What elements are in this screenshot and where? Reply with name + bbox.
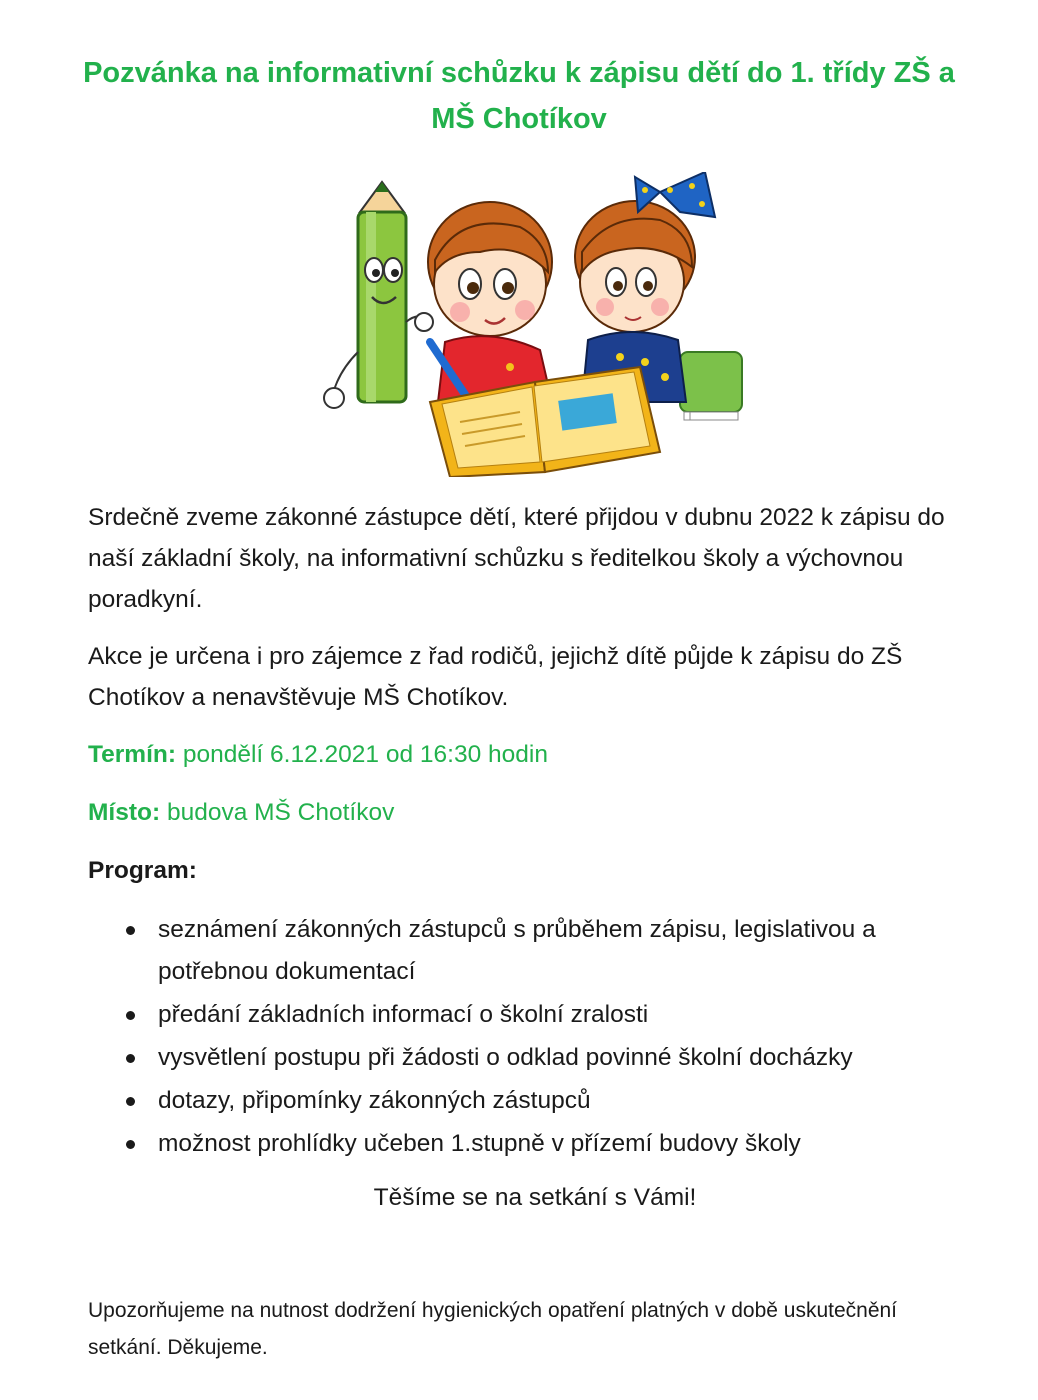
termin-line (88, 735, 548, 775)
list-item-text: dotazy, připomínky zákonných zástupců (158, 1087, 591, 1114)
list-item-text: předání základních informací o školní zralosti (158, 1001, 649, 1028)
termin-value: pondělí 6.12.2021 od 16:30 hodin (182, 741, 548, 768)
children-reading-illustration (320, 172, 750, 477)
misto-label: Místo: (88, 799, 161, 826)
list-item (88, 1123, 988, 1165)
termin-label: Termín: (88, 741, 177, 768)
hygiene-note: Upozorňujeme na nutnost dodržení hygienických opatření platných v době uskutečnění setkání. Děkujeme. (88, 1299, 898, 1359)
boy-icon (428, 202, 552, 402)
list-item-text: vysvětlení postupu při žádosti o odklad povinné školní docházky (158, 1044, 853, 1071)
audience-paragraph: Akce je určena i pro zájemce z řad rodičů, jejichž dítě půjde k zápisu do ZŠ Chotíkov a nenavštěvuje MŠ Chotíkov. (88, 643, 903, 711)
bullet-icon (126, 1011, 135, 1020)
list-item-text: seznámení zákonných zástupců s průběhem zápisu, legislativou a potřebnou dokumentací (158, 916, 876, 985)
list-item-text: možnost prohlídky učeben 1.stupně v přízemí budovy školy (158, 1130, 801, 1157)
pencil-character-icon (324, 182, 433, 408)
list-item (88, 994, 988, 1036)
invitation-paragraph: Srdečně zveme zákonné zástupce dětí, které přijdou v dubnu 2022 k zápisu do naší základní školy, na informativní schůzku s ředitelkou školy a výchovnou poradkyní. (88, 504, 945, 613)
bullet-icon (126, 926, 135, 935)
program-list (88, 909, 988, 1166)
closing-line: Těšíme se na setkání s Vámi! (373, 1184, 697, 1211)
bench-icon (680, 352, 742, 420)
misto-line (88, 793, 394, 833)
list-item (88, 1080, 988, 1122)
list-item (88, 909, 988, 993)
program-heading: Program: (88, 857, 197, 884)
bullet-icon (126, 1140, 135, 1149)
bullet-icon (126, 1054, 135, 1063)
list-item (88, 1037, 988, 1079)
bullet-icon (126, 1097, 135, 1106)
page-title: Pozvánka na informativní schůzku k zápisu dětí do 1. třídy ZŠ a MŠ Chotíkov (83, 57, 955, 135)
misto-value: budova MŠ Chotíkov (166, 799, 395, 826)
